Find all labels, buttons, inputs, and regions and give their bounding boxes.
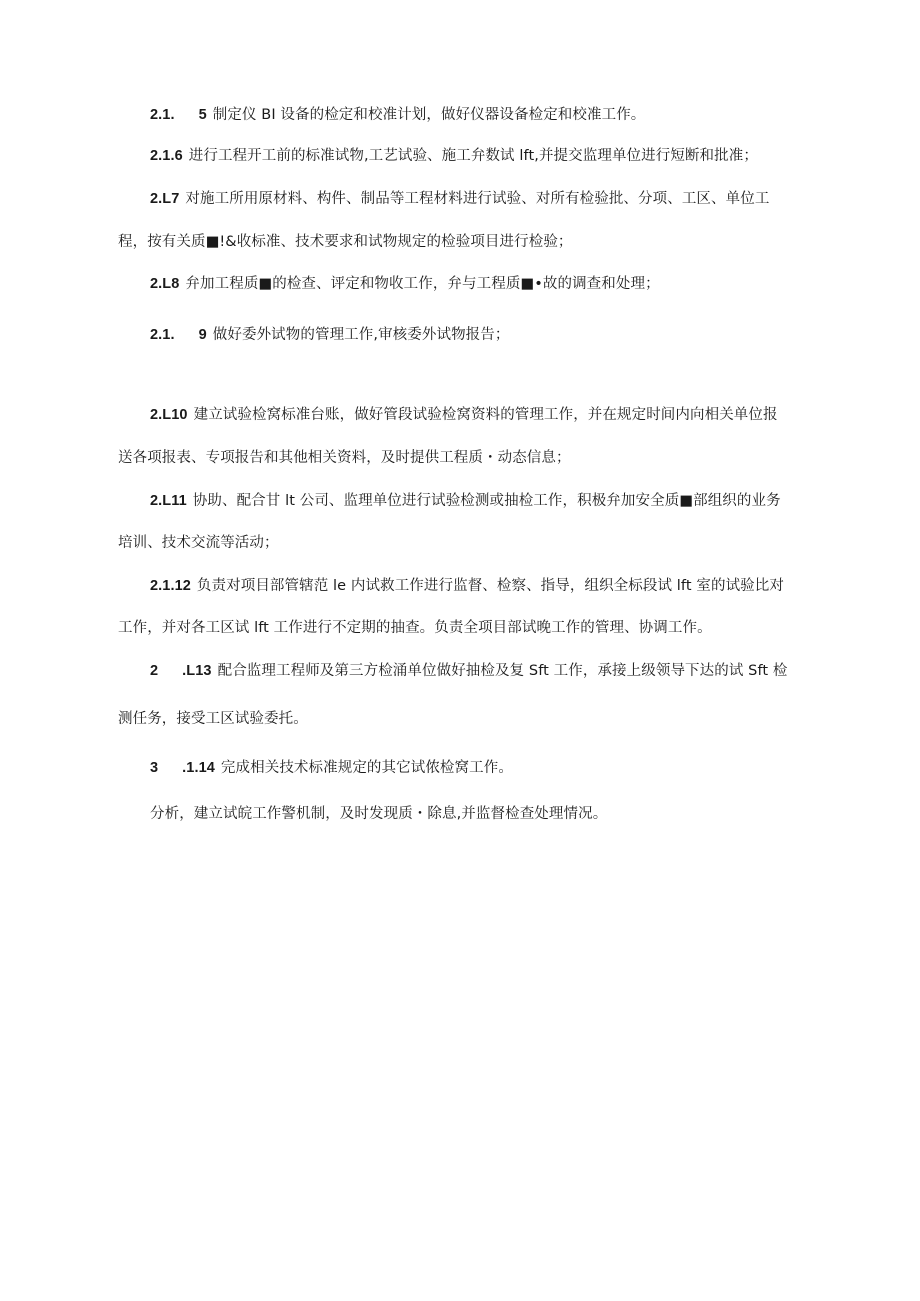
paragraph-2-1-6 xyxy=(0,146,920,166)
item-number: 2.L7 xyxy=(150,191,180,207)
item-number: 2 xyxy=(150,663,159,679)
paragraph-text: 负责对项目部管辖范 le 内试救工作进行监督、检察、指导，组织全标段试 lft 室的试验比对 xyxy=(196,578,784,594)
item-number-suffix: 5 xyxy=(198,107,207,123)
paragraph-text: 对施工所用原材料、构件、制品等工程材料进行试验、对所有检验批、分项、工区、单位工 xyxy=(185,191,770,207)
paragraph-2-l7-line1 xyxy=(0,189,920,209)
paragraph-2-l11-line1 xyxy=(0,491,920,511)
paragraph-2-l10-line2 xyxy=(0,448,920,468)
paragraph-text: 弁加工程质■的检查、评定和物收工作，弁与工程质■•故的调查和处理； xyxy=(185,276,660,292)
paragraph-text-continued: 工作，并对各工区试 lft 工作进行不定期的抽查。负责全项目部试晚工作的管理、协调工作。 xyxy=(118,620,712,636)
paragraph-text: 配合监理工程师及第三方检涌单位做好抽检及复 Sft 工作，承接上级领导下达的试 Sft 检 xyxy=(217,663,788,679)
paragraph-2-l10-line1 xyxy=(0,405,920,425)
paragraph-analysis xyxy=(0,804,920,824)
paragraph-2-1-9 xyxy=(0,325,920,345)
item-number-suffix: 9 xyxy=(198,327,207,343)
item-number: 3 xyxy=(150,760,159,776)
item-number-suffix: .L13 xyxy=(182,663,212,679)
paragraph-text: 进行工程开工前的标准试物,工艺试验、施工弁数试 lft,并提交监理单位进行短断和批准； xyxy=(188,148,758,164)
paragraph-text-continued: 送各项报表、专项报告和其他相关资料，及时提供工程质・动态信息； xyxy=(118,450,571,466)
item-number: 2.1.12 xyxy=(150,578,191,594)
paragraph-text-continued: 测任务，接受工区试验委托。 xyxy=(118,711,308,727)
paragraph-2-l13-line1 xyxy=(0,661,920,681)
paragraph-3-1-14 xyxy=(0,758,920,778)
item-number: 2.L10 xyxy=(150,407,188,423)
paragraph-text: 完成相关技术标准规定的其它试侬检窝工作。 xyxy=(220,760,513,776)
item-number-suffix: .1.14 xyxy=(182,760,215,776)
item-number: 2.1. xyxy=(150,107,175,123)
paragraph-text-continued: 程，按有关质■!&收标准、技术要求和试物规定的检验项目进行检验； xyxy=(118,234,573,250)
paragraph-2-l13-line2 xyxy=(0,709,920,729)
item-number: 2.L8 xyxy=(150,276,180,292)
paragraph-2-l11-line2 xyxy=(0,533,920,553)
paragraph-2-1-12-line1 xyxy=(0,576,920,596)
paragraph-text: 做好委外试物的管理工作,审核委外试物报告； xyxy=(212,327,510,343)
item-number: 2.L11 xyxy=(150,493,187,509)
paragraph-2-1-12-line2 xyxy=(0,618,920,638)
item-number: 2.1.6 xyxy=(150,148,183,164)
paragraph-2-l7-line2 xyxy=(0,232,920,252)
item-number: 2.1. xyxy=(150,327,175,343)
paragraph-2-1-5 xyxy=(0,105,920,125)
paragraph-text: 分析，建立试皖工作警机制，及时发现质・除息,并监督检查处理情况。 xyxy=(150,806,608,822)
paragraph-2-l8 xyxy=(0,274,920,294)
paragraph-text: 协助、配合甘 lt 公司、监理单位进行试验检测或抽检工作，积极弁加安全质■部组织的业务 xyxy=(192,493,781,509)
paragraph-text: 制定仪 BI 设备的检定和校准计划，做好仪器设备检定和校准工作。 xyxy=(212,107,646,123)
paragraph-text: 建立试验检窝标准台账，做好管段试验检窝资料的管理工作，并在规定时间内向相关单位报 xyxy=(193,407,778,423)
paragraph-text-continued: 培训、技术交流等活动； xyxy=(118,535,279,551)
